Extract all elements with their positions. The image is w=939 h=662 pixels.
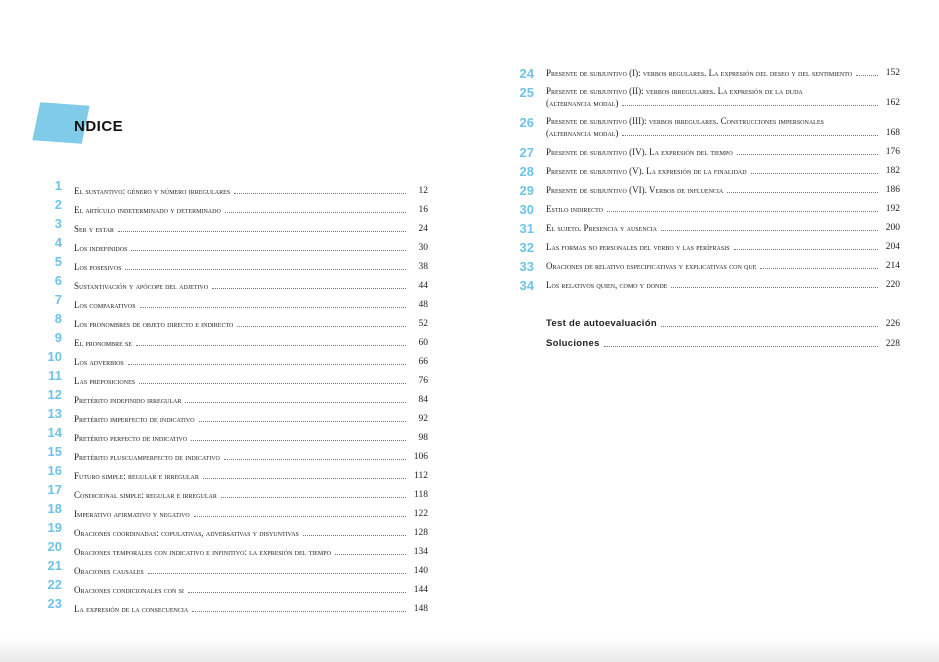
toc-entry-title: El pronombre se (74, 338, 133, 348)
toc-entry-page: 200 (885, 223, 900, 233)
dot-leader (203, 478, 406, 479)
toc-entry (40, 292, 428, 311)
toc-entry-page: 92 (418, 414, 428, 424)
dot-leader (188, 592, 406, 593)
dot-leader (760, 268, 878, 269)
dot-leader (234, 193, 406, 194)
toc-entry-number: 30 (519, 202, 534, 217)
dot-leader (622, 105, 878, 106)
toc-entry-number: 25 (519, 85, 534, 100)
toc-entry (512, 202, 900, 215)
toc-entry (40, 273, 428, 292)
toc-entry-number: 12 (47, 387, 62, 402)
toc-entry-page: 106 (413, 452, 428, 462)
toc-entry-title: Oraciones de relativo especificativas y explicativas con que (546, 261, 757, 271)
toc-entry-title: Los pronombres de objeto directo e indirecto (74, 319, 234, 329)
toc-entry-number: 34 (519, 278, 534, 293)
toc-entry-title: Estilo indirecto (546, 204, 603, 214)
toc-heading (36, 102, 176, 148)
dot-leader (607, 211, 878, 212)
toc-extra-title: Soluciones (546, 338, 600, 349)
toc-entry-number: 32 (519, 240, 534, 255)
toc-left-column (40, 178, 428, 615)
toc-entry-number: 16 (47, 463, 62, 478)
toc-entry (512, 115, 900, 139)
toc-entry-number: 23 (47, 596, 62, 611)
toc-entry (40, 596, 428, 615)
toc-entry-page: 162 (885, 98, 900, 108)
toc-entry-title: (alternancia modal) (546, 128, 619, 138)
toc-entry-page: 30 (418, 243, 428, 253)
dot-leader (737, 154, 878, 155)
toc-entry-page: 122 (413, 509, 428, 519)
toc-entry-number: 26 (519, 115, 534, 130)
toc-entry-title: Presente de subjuntivo (III): verbos irregulares. Construcciones impersonales (546, 116, 824, 126)
toc-entry-number: 17 (47, 482, 62, 497)
toc-entry (512, 221, 900, 234)
page-bottom-shadow (0, 638, 939, 662)
dot-leader (131, 250, 406, 251)
toc-entry (40, 178, 428, 197)
toc-entry-title: El sustantivo: género y número irregulares (74, 186, 231, 196)
toc-entry-title: La expresión de la consecuencia (74, 604, 189, 614)
toc-entry (40, 349, 428, 368)
toc-entry-page: 204 (885, 242, 900, 252)
toc-entry-number: 9 (54, 330, 62, 345)
dot-leader (185, 402, 406, 403)
dot-leader (192, 611, 406, 612)
toc-entry-title: Condicional simple: regular e irregular (74, 490, 217, 500)
heading-title: NDICE (74, 118, 124, 135)
toc-entry-page: 66 (418, 357, 428, 367)
toc-entry (40, 444, 428, 463)
toc-entry-page: 118 (414, 490, 428, 500)
toc-entry (40, 311, 428, 330)
toc-entry-number: 13 (47, 406, 62, 421)
toc-entry-title: Presente de subjuntivo (I): verbos regulares. La expresión del deseo y del sentimiento (546, 68, 853, 78)
toc-extra-entry (546, 338, 900, 350)
toc-entry-title: Oraciones coordinadas: copulativas, adversativas y disyuntivas (74, 528, 299, 538)
toc-entry-title: Pretérito perfecto de indicativo (74, 433, 188, 443)
toc-entry-title: El sujeto. Presencia y ausencia (546, 223, 657, 233)
toc-entry-number: 28 (519, 164, 534, 179)
dot-leader (237, 326, 406, 327)
toc-entry (40, 558, 428, 577)
toc-entry-page: 176 (885, 147, 900, 157)
toc-entry-page: 152 (885, 68, 900, 78)
toc-entry-number: 18 (47, 501, 62, 516)
toc-entry-title: Los comparativos (74, 300, 136, 310)
toc-extra-title: Test de autoevaluación (546, 318, 657, 329)
toc-entry-page: 44 (418, 281, 428, 291)
toc-entry-title: Las preposiciones (74, 376, 136, 386)
toc-entry-number: 22 (47, 577, 62, 592)
dot-leader (604, 346, 878, 347)
dot-leader (622, 135, 878, 136)
toc-entry-title: (alternancia modal) (546, 98, 619, 108)
toc-entry-number: 11 (48, 368, 62, 383)
dot-leader (661, 326, 878, 327)
toc-entry-page: 134 (413, 547, 428, 557)
toc-entry-number: 20 (47, 539, 62, 554)
toc-entry-page: 52 (418, 319, 428, 329)
toc-entry-page: 98 (418, 433, 428, 443)
toc-entry (40, 482, 428, 501)
toc-entry-page: 48 (418, 300, 428, 310)
toc-entry (512, 259, 900, 272)
toc-entry-title: Sustantivación y apócope del adjetivo (74, 281, 209, 291)
toc-entry (40, 501, 428, 520)
dot-leader (225, 212, 406, 213)
toc-entry-title: Presente de subjuntivo (V). La expresión de la finalidad (546, 166, 747, 176)
toc-entry-title: Imperativo afirmativo y negativo (74, 509, 190, 519)
toc-entry-number: 6 (54, 273, 62, 288)
toc-entry-number: 8 (54, 311, 62, 326)
toc-entry-number: 15 (47, 444, 62, 459)
toc-entry-title: Pretérito pluscuamperfecto de indicativo (74, 452, 220, 462)
toc-entry (40, 235, 428, 254)
toc-entry-title: Pretérito imperfecto de indicativo (74, 414, 195, 424)
toc-entry (40, 463, 428, 482)
toc-entry-page: 144 (413, 585, 428, 595)
dot-leader (212, 288, 406, 289)
toc-entry-title: Oraciones temporales con indicativo e infinitivo: la expresión del tiempo (74, 547, 331, 557)
dot-leader (194, 516, 406, 517)
toc-entry-page: 128 (413, 528, 428, 538)
toc-entry-page: 220 (885, 280, 900, 290)
toc-entry (40, 577, 428, 596)
toc-entry (40, 406, 428, 425)
toc-entry-title: Presente de subjuntivo (IV). La expresión del tiempo (546, 147, 733, 157)
toc-right-column (512, 66, 900, 297)
toc-entry (40, 254, 428, 273)
toc-entry-number: 33 (519, 259, 534, 274)
toc-entry-title: Pretérito indefinido irregular (74, 395, 182, 405)
toc-entry-title: Presente de subjuntivo (II): verbos irregulares. La expresión de la duda (546, 86, 803, 96)
dot-leader (148, 573, 406, 574)
dot-leader (224, 459, 406, 460)
toc-entry-page: 112 (414, 471, 428, 481)
toc-entry-page: 12 (418, 186, 428, 196)
toc-entry-page: 16 (418, 205, 428, 215)
toc-entry-page: 182 (885, 166, 900, 176)
toc-entry-number: 29 (519, 183, 534, 198)
dot-leader (751, 173, 878, 174)
toc-entry-number: 5 (54, 254, 62, 269)
toc-entry-page: 148 (413, 604, 428, 614)
dot-leader (856, 75, 878, 76)
toc-entry-number: 19 (47, 520, 62, 535)
toc-entry (40, 216, 428, 235)
toc-entry-page: 76 (418, 376, 428, 386)
toc-entry (512, 164, 900, 177)
toc-entry (40, 520, 428, 539)
toc-entry (512, 278, 900, 291)
dot-leader (125, 269, 406, 270)
dot-leader (727, 192, 878, 193)
toc-entry-number: 1 (54, 178, 62, 193)
toc-entry-number: 2 (54, 197, 62, 212)
toc-entry-title: El artículo indeterminado y determinado (74, 205, 221, 215)
toc-entry (512, 183, 900, 196)
toc-entry-page: 60 (418, 338, 428, 348)
dot-leader (199, 421, 406, 422)
dot-leader (335, 554, 406, 555)
toc-entry-number: 14 (47, 425, 62, 440)
toc-entry-page: 192 (885, 204, 900, 214)
toc-entry-page: 38 (418, 262, 428, 272)
toc-entry-title: Oraciones condicionales con si (74, 585, 184, 595)
toc-entry-title: Los relativos quien, como y donde (546, 280, 668, 290)
dot-leader (118, 231, 406, 232)
dot-leader (661, 230, 878, 231)
dot-leader (671, 287, 878, 288)
toc-entry (512, 85, 900, 109)
toc-entry-page: 168 (885, 128, 900, 138)
toc-entry-number: 24 (519, 66, 534, 81)
toc-entry (512, 66, 900, 79)
toc-entry (40, 387, 428, 406)
toc-entry (40, 425, 428, 444)
toc-entry-title: Oraciones causales (74, 566, 144, 576)
toc-entry-number: 21 (47, 558, 62, 573)
toc-entry-number: 7 (54, 292, 62, 307)
dot-leader (303, 535, 406, 536)
toc-entry (40, 197, 428, 216)
toc-entry (40, 539, 428, 558)
dot-leader (221, 497, 406, 498)
dot-leader (140, 307, 406, 308)
toc-entry-number: 10 (47, 349, 62, 364)
toc-entry-page: 84 (418, 395, 428, 405)
toc-extra-page: 226 (885, 319, 900, 329)
toc-entry-number: 27 (519, 145, 534, 160)
toc-entry (512, 145, 900, 158)
toc-entry-page: 140 (413, 566, 428, 576)
toc-entry-title: Presente de subjuntivo (VI). Verbos de influencia (546, 185, 724, 195)
toc-entry-page: 214 (885, 261, 900, 271)
toc-entry-number: 31 (519, 221, 534, 236)
toc-entry (512, 240, 900, 253)
toc-entry (40, 330, 428, 349)
toc-entry-number: 3 (54, 216, 62, 231)
toc-entry-title: Los indefinidos (74, 243, 128, 253)
toc-entry-title: Los adverbios (74, 357, 124, 367)
toc-entry-title: Ser y estar (74, 224, 115, 234)
toc-extra-page: 228 (885, 339, 900, 349)
toc-entry-title: Futuro simple: regular e irregular (74, 471, 199, 481)
dot-leader (191, 440, 406, 441)
dot-leader (128, 364, 406, 365)
toc-entry-page: 24 (418, 224, 428, 234)
dot-leader (136, 345, 406, 346)
toc-entry-number: 4 (54, 235, 62, 250)
toc-entry-title: Las formas no personales del verbo y las perífrasis (546, 242, 730, 252)
toc-entry (40, 368, 428, 387)
dot-leader (139, 383, 406, 384)
toc-extra-entry (546, 318, 900, 330)
toc-entry-page: 186 (885, 185, 900, 195)
toc-entry-title: Los posesivos (74, 262, 122, 272)
dot-leader (734, 249, 878, 250)
